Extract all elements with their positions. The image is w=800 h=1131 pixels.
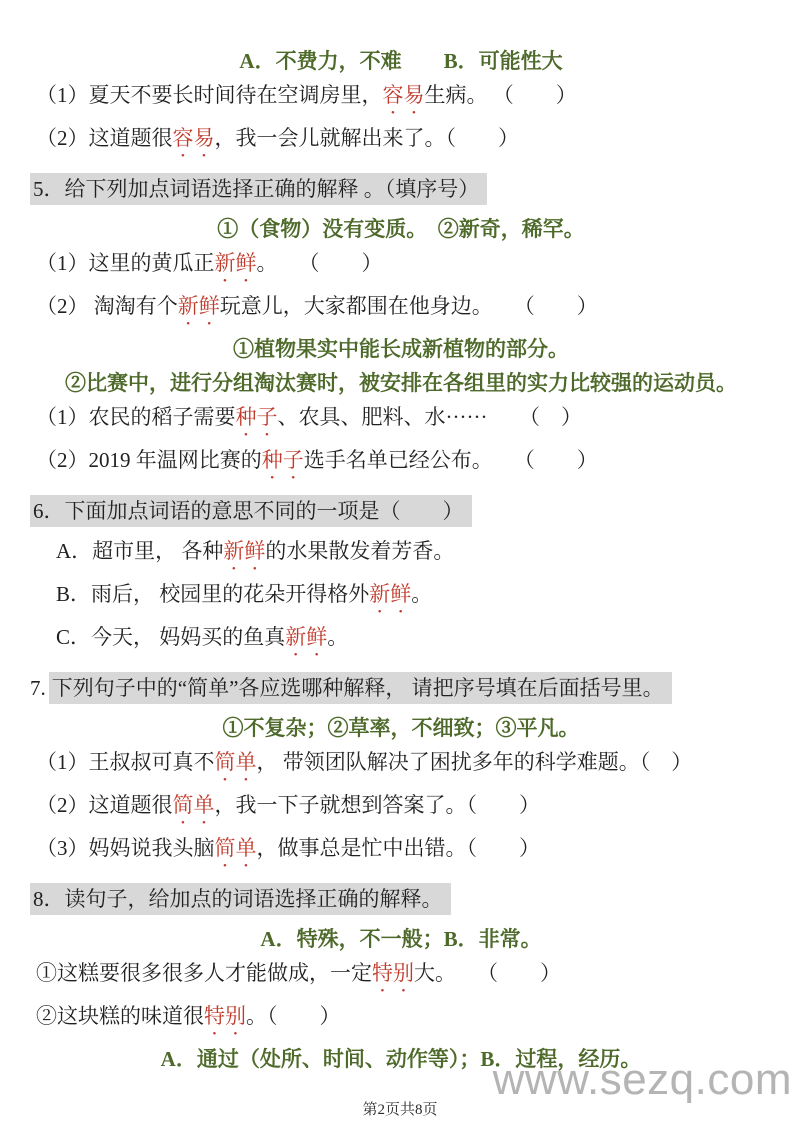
text-run: 玩意儿，大家都围在他身边。 （ ） bbox=[219, 294, 598, 318]
q6-header bbox=[30, 496, 772, 526]
text-run: 。 （ ） bbox=[256, 251, 383, 275]
emphasized-word: 种子 bbox=[235, 405, 278, 429]
q5-header bbox=[30, 174, 772, 204]
q7-header bbox=[30, 673, 772, 703]
text-run: A．超市里， 各种 bbox=[56, 539, 224, 563]
text-run: （1）王叔叔可真不 bbox=[36, 750, 215, 774]
text-run: （2）这道题很 bbox=[36, 793, 173, 817]
q5b-answer-key-1 bbox=[30, 334, 772, 364]
text-run: ，我一下子就想到答案了。（ ） bbox=[214, 793, 540, 817]
text-run: ，我一会儿就解出来了。（ ） bbox=[214, 126, 519, 150]
emphasized-word: 新鲜 bbox=[369, 582, 412, 606]
text-run: （2） 淘淘有个 bbox=[36, 294, 178, 318]
page-number-footer: 第2页共8页 bbox=[362, 1102, 438, 1118]
q4-item-1 bbox=[30, 80, 772, 119]
q8-item-1 bbox=[30, 958, 772, 997]
text-run: B．雨后， 校园里的花朵开得格外 bbox=[56, 582, 370, 606]
text-run: 选手名单已经公布。 （ ） bbox=[303, 448, 598, 472]
emphasized-word: 新鲜 bbox=[285, 625, 328, 649]
q7-item-3 bbox=[30, 833, 772, 872]
q7-header-number: 7. bbox=[30, 676, 46, 700]
text-run: 、农具、肥料、水······ （ ） bbox=[277, 405, 582, 429]
text-run: 的水果散发着芳香。 bbox=[265, 539, 455, 563]
emphasized-word: 特别 bbox=[204, 1004, 246, 1028]
text-run: A．不费力，不难 B．可能性大 bbox=[239, 49, 563, 73]
q5b-item-1 bbox=[30, 402, 772, 441]
text-run: （1）农民的稻子需要 bbox=[36, 405, 236, 429]
q6-option-b bbox=[30, 579, 772, 618]
emphasized-word: 新鲜 bbox=[223, 539, 266, 563]
q6-option-c bbox=[30, 622, 772, 661]
text-run: 。 bbox=[327, 625, 349, 649]
q8-header bbox=[30, 884, 772, 914]
q5-header-text: 5．给下列加点词语选择正确的解释 。（填序号） bbox=[30, 173, 487, 205]
text-run: A．特殊，不一般；B．非常。 bbox=[260, 927, 542, 951]
emphasized-word: 种子 bbox=[261, 448, 304, 472]
text-run: ①植物果实中能长成新植物的部分。 bbox=[233, 337, 569, 361]
emphasized-word: 简单 bbox=[214, 836, 257, 860]
emphasized-word: 容易 bbox=[172, 126, 215, 150]
text-run: ，做事总是忙中出错。（ ） bbox=[256, 836, 540, 860]
text-run: （1）这里的黄瓜正 bbox=[36, 251, 215, 275]
text-run: C．今天， 妈妈买的鱼真 bbox=[56, 625, 286, 649]
q4-item-2 bbox=[30, 123, 772, 162]
q8-item-2 bbox=[30, 1001, 772, 1040]
emphasized-word: 简单 bbox=[214, 750, 257, 774]
q7-answer-key bbox=[30, 713, 772, 743]
watermark: www.sezq.com bbox=[492, 1055, 792, 1104]
q7-item-1 bbox=[30, 747, 772, 786]
text-run: 大。 （ ） bbox=[414, 961, 561, 985]
text-run: ②比赛中，进行分组淘汰赛时，被安排在各组里的实力比较强的运动员。 bbox=[65, 371, 737, 395]
q8-answer-key bbox=[30, 924, 772, 954]
q7-item-2 bbox=[30, 790, 772, 829]
emphasized-word: 容易 bbox=[382, 83, 425, 107]
text-run: 。（ ） bbox=[246, 1004, 341, 1028]
text-run: （3）妈妈说我头脑 bbox=[36, 836, 215, 860]
q6-option-a bbox=[30, 536, 772, 575]
text-run: ， 带领团队解决了困扰多年的科学难题。（ ） bbox=[256, 750, 693, 774]
q5b-item-2 bbox=[30, 445, 772, 484]
q8-header-text: 8．读句子，给加点的词语选择正确的解释。 bbox=[30, 883, 451, 915]
text-run: A．通过（处所、时间、动作等）；B．过程，经历。 bbox=[160, 1047, 642, 1071]
text-run: ①不复杂；②草率，不细致；③平凡。 bbox=[222, 716, 580, 740]
q5-item-2 bbox=[30, 291, 772, 330]
text-run: ②这块糕的味道很 bbox=[36, 1004, 204, 1028]
q7-header-text: 下列句子中的“简单”各应选哪种解释， 请把序号填在后面括号里。 bbox=[49, 672, 672, 704]
emphasized-word: 简单 bbox=[172, 793, 215, 817]
text-run: （1）夏天不要长时间待在空调房里， bbox=[36, 83, 383, 107]
q6-header-text: 6．下面加点词语的意思不同的一项是（ ） bbox=[30, 495, 472, 527]
emphasized-word: 新鲜 bbox=[214, 251, 257, 275]
text-run: （2）这道题很 bbox=[36, 126, 173, 150]
emphasized-word: 新鲜 bbox=[177, 294, 220, 318]
text-run: （2）2019 年温网比赛的 bbox=[36, 448, 262, 472]
q5b-answer-key-2 bbox=[30, 368, 772, 398]
emphasized-word: 特别 bbox=[372, 961, 414, 985]
q5-item-1 bbox=[30, 248, 772, 287]
text-run: 。 bbox=[411, 582, 433, 606]
text-run: ①（食物）没有变质。 ②新奇，稀罕。 bbox=[217, 217, 585, 241]
text-run: 生病。 （ ） bbox=[424, 83, 577, 107]
q5-answer-key bbox=[30, 214, 772, 244]
q4-answer-key bbox=[30, 46, 772, 76]
text-run: ①这糕要很多很多人才能做成，一定 bbox=[36, 961, 372, 985]
